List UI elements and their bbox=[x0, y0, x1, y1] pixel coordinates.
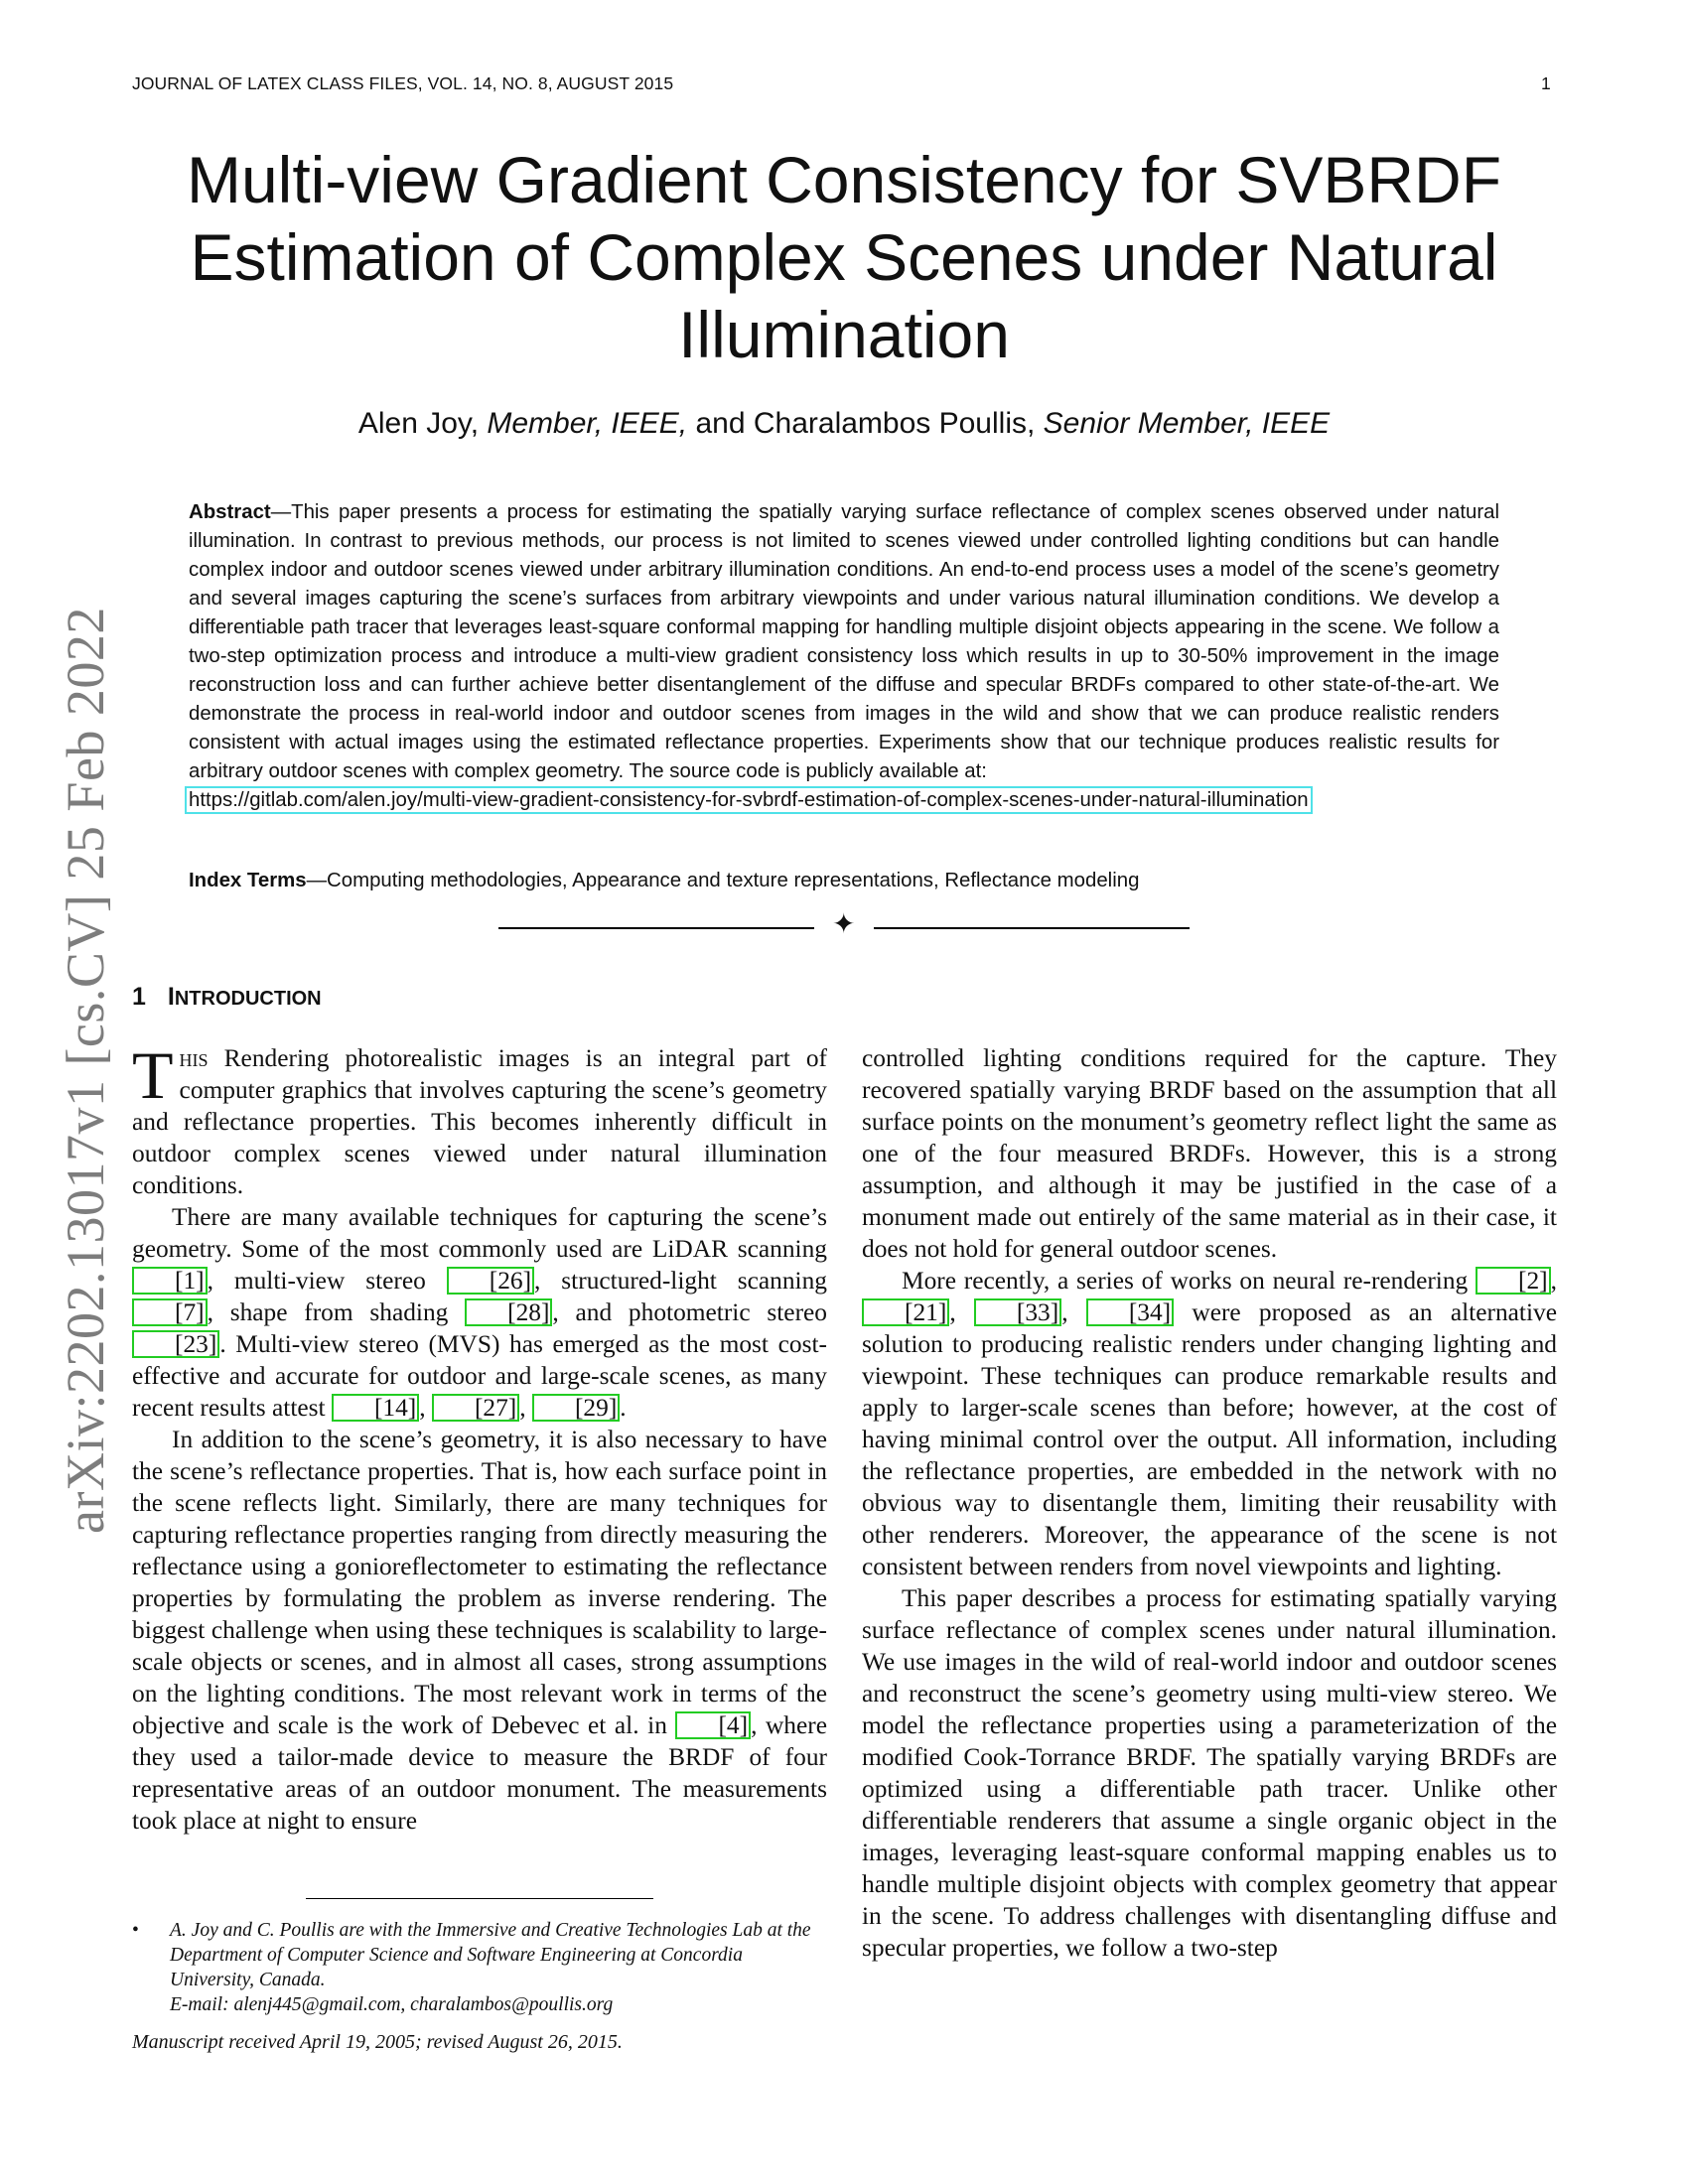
text-run: In addition to the scene’s geometry, it is also necessary to have the scene’s reflectance properties. That is, how each surface point in the scene reflects light. Similarly, there are many techniques for capturing reflectance properties ranging from directly measuring the reflectance using a gonioreflectometer to estimating the reflectance properties by formulating the problem as inverse rendering. The biggest challenge when using these techniques is scalability to large-scale objects or scenes, and in almost all cases, strong assumptions on the lighting conditions. The most relevant work in terms of the objective and scale is the work of Debevec et al. in bbox=[132, 1426, 827, 1739]
citation-34[interactable]: [34] bbox=[1086, 1298, 1174, 1326]
source-code-link[interactable]: https://gitlab.com/alen.joy/multi-view-gradient-consistency-for-svbrdf-estimation-of-complex-scenes-under-natural-illumination bbox=[185, 786, 1313, 814]
citation-7[interactable]: [7] bbox=[132, 1298, 208, 1326]
citation-23[interactable]: [23] bbox=[132, 1330, 219, 1358]
index-terms bbox=[189, 870, 1499, 892]
text-run: There are many available techniques for capturing the scene’s geometry. Some of the most commonly used are LiDAR scanning bbox=[132, 1203, 827, 1263]
arxiv-stamp[interactable]: arXiv:2202.13017v1 [cs.CV] 25 Feb 2022 bbox=[56, 607, 115, 1534]
section-title-rest: NTRODUCTION bbox=[174, 988, 322, 1010]
text-run: More recently, a series of works on neural re-rendering bbox=[902, 1267, 1477, 1295]
right-column bbox=[862, 1042, 1557, 1964]
left-column bbox=[132, 1037, 827, 1837]
paper-title: Multi-view Gradient Consistency for SVBRDF Estimation of Complex Scenes under Natural Illumination bbox=[186, 143, 1502, 371]
running-header: JOURNAL OF LATEX CLASS FILES, VOL. 14, NO. 8, AUGUST 2015 bbox=[132, 73, 674, 93]
text-run: were proposed as an alternative solution to producing realistic renders under changing lighting and viewpoint. These techniques can produce remarkable results and apply to larger-scale scenes than before; however, at the cost of having minimal control over the output. All information, including the reflectance properties, are embedded in the network with no obvious way to disentangle them, limiting their reusability with other renderers. Moreover, the appearance of the scene is not consistent between renders from novel viewpoints and lighting. bbox=[862, 1298, 1557, 1580]
citation-14[interactable]: [14] bbox=[332, 1394, 419, 1422]
author-2-role: Senior Member, IEEE bbox=[1043, 407, 1331, 440]
footnote-bullet: • bbox=[132, 1920, 139, 1941]
text-run: , bbox=[1061, 1298, 1086, 1326]
citation-26[interactable]: [26] bbox=[447, 1267, 534, 1295]
footnote bbox=[132, 1918, 827, 2017]
text-run: , bbox=[419, 1394, 432, 1422]
section-first-letter: I bbox=[167, 983, 175, 1011]
citation-4[interactable]: [4] bbox=[675, 1711, 751, 1739]
citation-21[interactable]: [21] bbox=[862, 1298, 949, 1326]
footnote-email: E-mail: alenj445@gmail.com, charalambos@poullis.org bbox=[170, 1994, 614, 2015]
divider-right bbox=[874, 927, 1190, 929]
section-heading bbox=[132, 983, 322, 1012]
index-terms-label: Index Terms bbox=[189, 870, 307, 891]
divider-left bbox=[498, 927, 814, 929]
author-1: Alen Joy, bbox=[357, 407, 480, 440]
drop-cap: T bbox=[132, 1037, 174, 1113]
author-line bbox=[139, 407, 1549, 441]
abstract-label: Abstract bbox=[189, 501, 271, 523]
text-run: , shape from shading bbox=[207, 1298, 466, 1326]
intro-paragraph-1 bbox=[132, 1037, 827, 1201]
author-2: and Charalambos Poullis, bbox=[695, 407, 1036, 440]
text-run: . bbox=[620, 1394, 627, 1422]
footnote-affiliation: A. Joy and C. Poullis are with the Immersive and Creative Technologies Lab at the Department of Computer Science and Software Engineering at Concordia University, Canada. bbox=[170, 1920, 811, 1990]
abstract-text: —This paper presents a process for estimating the spatially varying surface reflectance of complex scenes observed under natural illumination. In contrast to previous methods, our process is not limited to scenes viewed under controlled lighting conditions but can handle complex indoor and outdoor scenes viewed under arbitrary illumination conditions. An end-to-end process uses a model of the scene’s geometry and several images capturing the scene’s surfaces from arbitrary viewpoints and under various natural illumination conditions. We develop a differentiable path tracer that leverages least-square conformal mapping for handling multiple disjoint objects appearing in the scene. We follow a two-step optimization process and introduce a multi-view gradient consistency loss which results in up to 30-50% improvement in the image reconstruction loss and can further achieve better disentanglement of the diffuse and specular BRDFs compared to other state-of-the-art. We demonstrate the process in real-world indoor and outdoor scenes from images in the wild and show that we can produce realistic renders consistent with actual images using the estimated reflectance properties. Experiments show that our technique produces realistic results for arbitrary outdoor scenes with complex geometry. The source code is publicly available at: bbox=[189, 501, 1499, 782]
abstract bbox=[189, 498, 1499, 815]
citation-33[interactable]: [33] bbox=[974, 1298, 1061, 1326]
text-run: , bbox=[1550, 1267, 1557, 1295]
citation-29[interactable]: [29] bbox=[532, 1394, 620, 1422]
text-run: , bbox=[949, 1298, 974, 1326]
right-paragraph-3: This paper describes a process for estimating spatially varying surface reflectance of complex scenes under natural illumination. We use images in the wild of real-world indoor and outdoor scenes and reconstruct the scene’s geometry using multi-view stereo. We model the reflectance properties using a parameterization of the modified Cook-Torrance BRDF. The spatially varying BRDFs are optimized using a differentiable path tracer. Unlike other differentiable renderers that assume a single organic object in the images, leveraging least-square conformal mapping enables us to handle multiple disjoint objects with complex geometry that appear in the scene. To address challenges with disentangling diffuse and specular properties, we follow a two-step bbox=[862, 1584, 1557, 1962]
citation-2[interactable]: [2] bbox=[1476, 1267, 1551, 1295]
manuscript-note: Manuscript received April 19, 2005; revised August 26, 2015. bbox=[132, 2031, 623, 2053]
index-terms-text: —Computing methodologies, Appearance and texture representations, Reflectance modeling bbox=[306, 870, 1140, 891]
right-paragraph-1: controlled lighting conditions required for the capture. They recovered spatially varying BRDF based on the assumption that all surface points on the monument’s geometry reflect light the same as one of the four measured BRDFs. However, this is a strong assumption, and although it may be justified in the case of a monument made out entirely of the same material as in their case, it does not hold for general outdoor scenes. bbox=[862, 1044, 1557, 1263]
intro-paragraph-3 bbox=[132, 1424, 827, 1837]
footnote-rule bbox=[306, 1898, 653, 1899]
page-number: 1 bbox=[1541, 73, 1551, 93]
text-run: , bbox=[519, 1394, 532, 1422]
citation-27[interactable]: [27] bbox=[432, 1394, 519, 1422]
intro-smallcaps: his bbox=[179, 1044, 209, 1072]
intro-paragraph-1-text: Rendering photorealistic images is an integral part of computer graphics that involves capturing the scene’s geometry and reflectance properties. This becomes inherently difficult in outdoor complex scenes viewed under natural illumination conditions. bbox=[132, 1044, 827, 1199]
divider-diamond-icon: ✦ bbox=[832, 909, 856, 940]
section-number: 1 bbox=[132, 983, 146, 1011]
right-paragraph-2 bbox=[862, 1265, 1557, 1582]
text-run: , multi-view stereo bbox=[207, 1267, 447, 1295]
text-run: , where they used a tailor-made device to measure the BRDF of four representative areas of an outdoor monument. The measurements took place at night to ensure bbox=[132, 1711, 827, 1835]
author-1-role: Member, IEEE, bbox=[487, 407, 688, 440]
intro-paragraph-2 bbox=[132, 1201, 827, 1424]
text-run: , structured-light scanning bbox=[534, 1267, 827, 1295]
citation-28[interactable]: [28] bbox=[465, 1298, 552, 1326]
text-run: , and photometric stereo bbox=[552, 1298, 827, 1326]
text-run: . Multi-view stereo (MVS) has emerged as the most cost-effective and accurate for outdoor and large-scale scenes, as many recent results attest bbox=[132, 1330, 827, 1422]
citation-1[interactable]: [1] bbox=[132, 1267, 208, 1295]
